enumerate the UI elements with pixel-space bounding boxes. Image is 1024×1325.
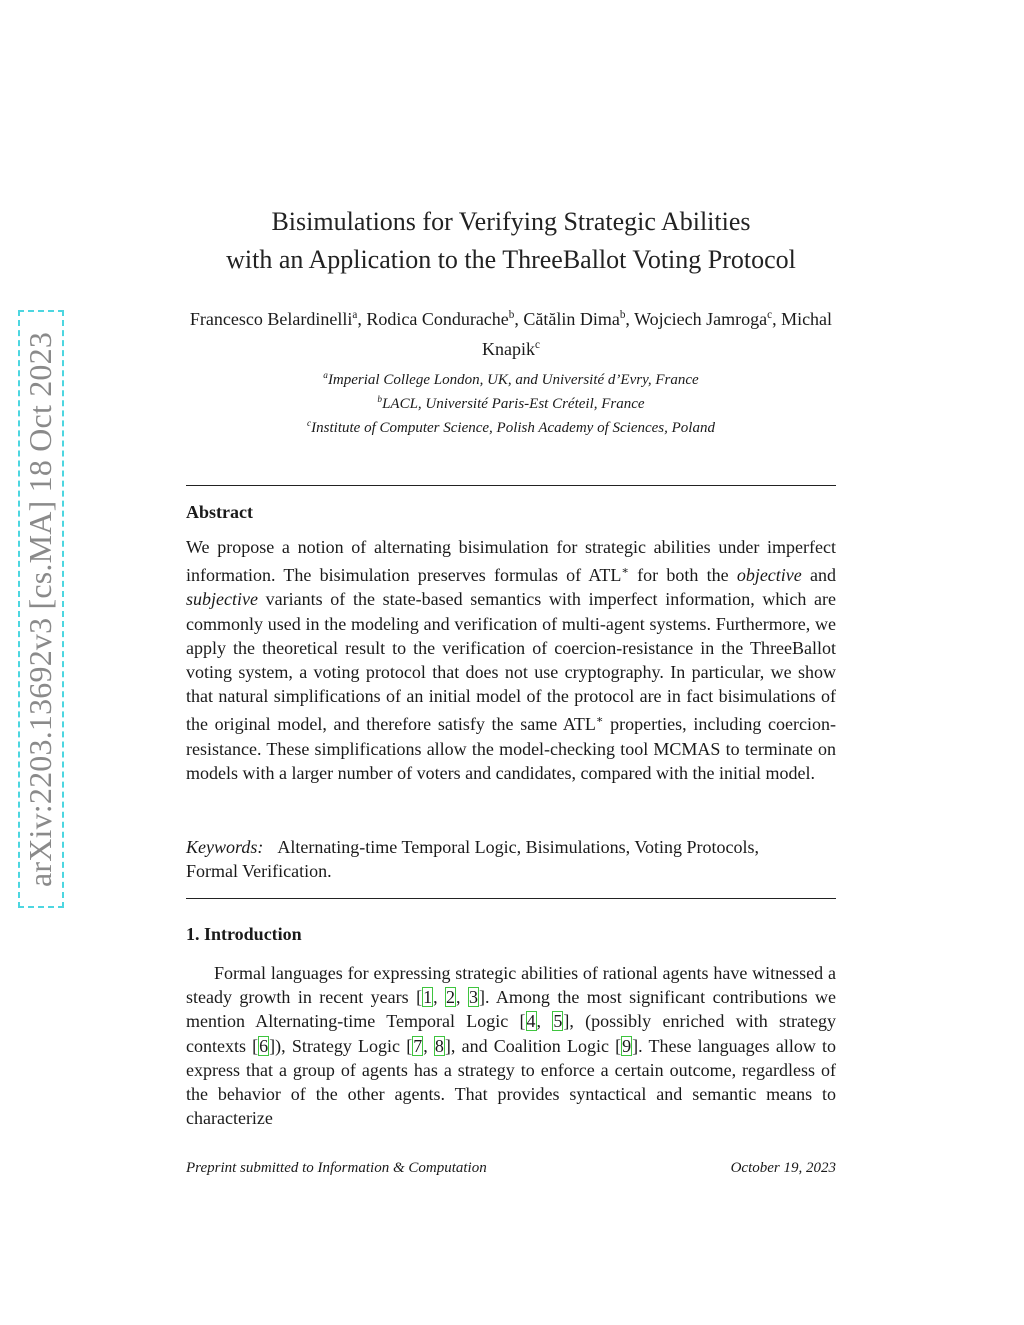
- footer-preprint-note: Preprint submitted to Information & Computation: [186, 1160, 487, 1176]
- author-list: [186, 302, 836, 362]
- arxiv-stamp: [18, 310, 64, 908]
- affiliation-list: [186, 366, 836, 438]
- citation-link[interactable]: 4: [526, 1011, 536, 1032]
- author: Cătălin Dima$^b$,: [523, 309, 635, 329]
- citation-link[interactable]: 6: [259, 1035, 269, 1056]
- arxiv-identifier: arXiv:2203.13692v3 [cs.MA] 18 Oct 2023: [22, 331, 59, 887]
- bottom-divider: [186, 898, 836, 899]
- affiliation: $^c$Institute of Computer Science, Polish Academy of Sciences, Poland: [307, 419, 715, 436]
- citation-link[interactable]: 3: [468, 987, 478, 1008]
- author: Michal Knapik$^c$: [482, 309, 833, 359]
- introduction-body: Formal languages for expressing strategic abilities of rational agents have witnessed a steady growth in recent years [1, 2, 3]. Among the most significant contributions we mention Alternating-time Temporal Logic [4, 5], (possibly enriched with strategy contexts [6]), Strategy Logic [7, 8], and Coalition Logic [9]. These languages allow to express that a group of agents has a strategy to enforce a certain outcome, regardless of the behavior of the other agents. That provides syntactical and semantic means to characterize: [186, 963, 837, 1129]
- citation-link[interactable]: 2: [446, 987, 456, 1008]
- keywords: [186, 835, 786, 883]
- citation-link[interactable]: 1: [423, 987, 433, 1008]
- citation-link[interactable]: 8: [434, 1035, 444, 1056]
- top-divider: [186, 485, 836, 486]
- title-line-2: with an Application to the ThreeBallot Voting Protocol: [226, 245, 796, 274]
- author: Wojciech Jamroga$^c$,: [634, 309, 782, 329]
- abstract-body: We propose a notion of alternating bisimulation for strategic abilities under imperfect information. The bisimulation preserves formulas of ATL∗ for both the objective and subjective variants of the state-based semantics with imperfect information, which are commonly used in the modeling and verification of multi-agent systems. Furthermore, we apply the theoretical result to the verification of coercion-resistance in the ThreeBallot voting system, a voting protocol that does not use cryptography. In particular, we show that natural simplifications of an initial model of the protocol are in fact bisimulations of the original model, and therefore satisfy the same ATL∗ properties, including coercion-resistance. These simplifications allow the model-checking tool MCMAS to terminate on models with a larger number of voters and candidates, compared with the initial model.: [186, 537, 836, 783]
- footer-date: October 19, 2023: [730, 1160, 836, 1176]
- introduction-heading: 1. Introduction: [186, 924, 302, 944]
- citation-link[interactable]: 9: [622, 1035, 632, 1056]
- keywords-text: Alternating-time Temporal Logic, Bisimulations, Voting Protocols, Formal Verification.: [186, 837, 760, 882]
- abstract-heading: Abstract: [186, 502, 253, 522]
- citation-link[interactable]: 5: [553, 1011, 563, 1032]
- page-footer: [186, 1160, 836, 1177]
- keywords-label: Keywords:: [186, 837, 264, 857]
- author: Francesco Belardinelli$^a$,: [189, 309, 367, 329]
- citation-link[interactable]: 7: [413, 1035, 423, 1056]
- title-line-1: Bisimulations for Verifying Strategic Abilities: [271, 207, 751, 236]
- paper-title: [186, 203, 836, 279]
- affiliation: $^a$Imperial College London, UK, and Université d’Evry, France: [323, 371, 699, 388]
- affiliation: $^b$LACL, Université Paris-Est Créteil, France: [377, 395, 645, 412]
- author: Rodica Condurache$^b$,: [366, 309, 524, 329]
